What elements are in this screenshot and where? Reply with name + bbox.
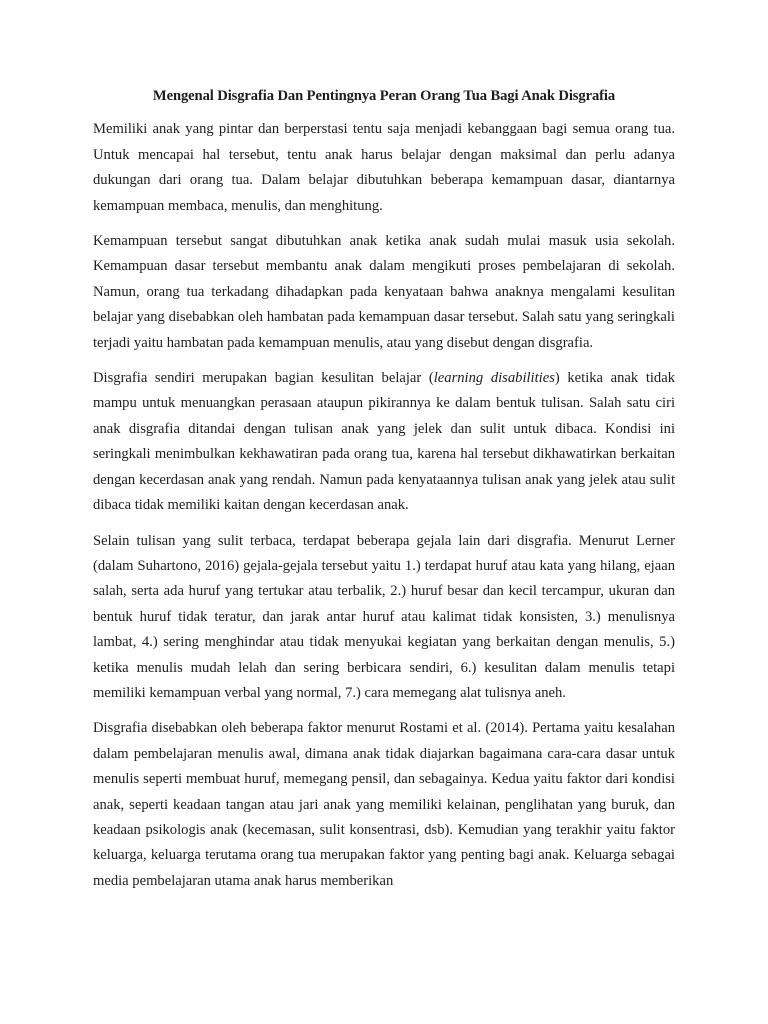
paragraph-3-before: Disgrafia sendiri merupakan bagian kesulitan belajar ( [93,370,434,387]
paragraph-3-after: ) ketika anak tidak mampu untuk menuangkan perasaan ataupun pikirannya ke dalam bentuk tulisan. Salah satu ciri anak disgrafia ditandai dengan tulisan anak yang jelek dan sulit untuk dibaca. Kondisi ini seringkali menimbulkan kekhawatiran pada orang tua, karena hal tersebut dikhawatirkan berkaitan dengan kecerdasan anak yang rendah. Namun pada kenyataannya tulisan anak yang jelek atau sulit dibaca tidak memiliki kaitan dengan kecerdasan anak. [93,370,676,514]
paragraph-1: Memiliki anak yang pintar dan berperstasi tentu saja menjadi kebanggaan bagi semua orang tua. Untuk mencapai hal tersebut, tentu anak harus belajar dengan maksimal dan perlu adanya dukungan dari orang tua. Dalam belajar dibutuhkan beberapa kemampuan dasar, diantarnya kemampuan membaca, menulis, dan menghitung. [93,121,675,214]
document-title: Mengenal Disgrafia Dan Pentingnya Peran Orang Tua Bagi Anak Disgrafia [152,88,616,104]
document-body [93,84,675,904]
paragraph-3 [93,366,675,518]
paragraph-5: Disgrafia disebabkan oleh beberapa faktor menurut Rostami et al. (2014). Pertama yaitu kesalahan dalam pembelajaran menulis awal, dimana anak tidak diajarkan bagaimana cara-cara dasar untuk menulis seperti membuat huruf, memegang pensil, dan sebagainya. Kedua yaitu faktor dari kondisi anak, seperti keadaan tangan atau jari anak yang memiliki kelainan, penglihatan yang buruk, dan keadaan psikologis anak (kecemasan, sulit konsentrasi, dsb). Kemudian yang terakhir yaitu faktor keluarga, keluarga terutama orang tua merupakan faktor yang penting bagi anak. Keluarga sebagai media pembelajaran utama anak harus memberikan [93,720,675,889]
paragraph-2: Kemampuan tersebut sangat dibutuhkan anak ketika anak sudah mulai masuk usia sekolah. Kemampuan dasar tersebut membantu anak dalam mengikuti proses pembelajaran di sekolah. Namun, orang tua terkadang dihadapkan pada kenyataan bahwa anaknya mengalami kesulitan belajar yang disebabkan oleh hambatan pada kemampuan dasar tersebut. Salah satu yang seringkali terjadi yaitu hambatan pada kemampuan menulis, atau yang disebut dengan disgrafia. [93,233,675,351]
paragraph-4: Selain tulisan yang sulit terbaca, terdapat beberapa gejala lain dari disgrafia. Menurut Lerner (dalam Suhartono, 2016) gejala-gejala tersebut yaitu 1.) terdapat huruf atau kata yang hilang, ejaan salah, serta ada huruf yang tertukar atau terbalik, 2.) huruf besar dan kecil tercampur, ukuran dan bentuk huruf tidak teratur, dan jarak antar huruf atau kalimat tidak konsisten, 3.) menulisnya lambat, 4.) sering menghindar atau tidak menyukai kegiatan yang berkaitan dengan menulis, 5.) ketika menulis mudah lelah dan sering berbicara sendiri, 6.) kesulitan dalam menulis tetapi memiliki kemampuan verbal yang normal, 7.) cara memegang alat tulisnya aneh. [93,532,675,701]
paragraph-3-italic-term: learning disabilities [433,370,555,387]
